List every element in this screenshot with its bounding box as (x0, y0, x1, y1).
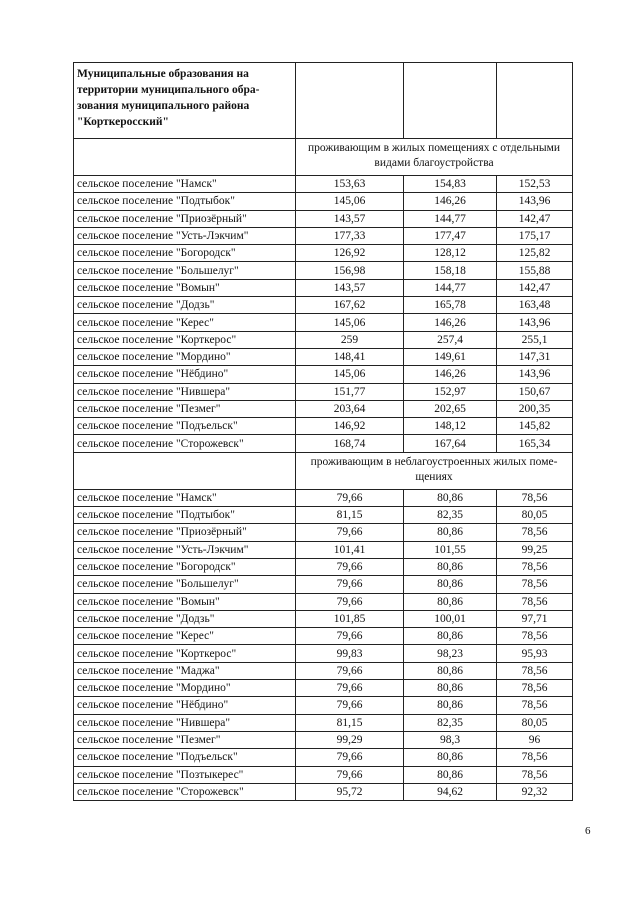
settlement-name-cell: сельское поселение "Корткерос" (74, 645, 296, 662)
section-title: проживающим в неблагоустроенных жилых поме-щениях (296, 452, 573, 489)
table-row (74, 418, 573, 435)
settlement-name-cell: сельское поселение "Керес" (74, 628, 296, 645)
value-cell-2: 80,86 (404, 697, 497, 714)
table-row (74, 210, 573, 227)
settlement-name-cell: сельское поселение "Подъельск" (74, 418, 296, 435)
settlement-name-cell: сельское поселение "Намск" (74, 489, 296, 506)
value-cell-1: 177,33 (296, 227, 404, 244)
value-cell-3: 78,56 (497, 593, 573, 610)
value-cell-1: 79,66 (296, 766, 404, 783)
value-cell-1: 167,62 (296, 297, 404, 314)
header-cell-empty (497, 63, 573, 139)
section-header-empty-cell (74, 139, 296, 176)
value-cell-3: 255,1 (497, 331, 573, 348)
value-cell-1: 168,74 (296, 435, 404, 452)
value-cell-2: 144,77 (404, 279, 497, 296)
value-cell-2: 80,86 (404, 766, 497, 783)
header-cell-empty (296, 63, 404, 139)
settlement-name-cell: сельское поселение "Мордино" (74, 680, 296, 697)
settlement-name-cell: сельское поселение "Пезмег" (74, 400, 296, 417)
settlement-name-cell: сельское поселение "Большелуг" (74, 576, 296, 593)
table-row (74, 645, 573, 662)
value-cell-3: 143,96 (497, 314, 573, 331)
settlement-name-cell: сельское поселение "Большелуг" (74, 262, 296, 279)
table-row (74, 766, 573, 783)
value-cell-1: 81,15 (296, 714, 404, 731)
value-cell-2: 100,01 (404, 610, 497, 627)
header-title: Муниципальные образования на территории муниципального обра-зования муниципального района "Корткеросский" (74, 63, 296, 139)
value-cell-2: 202,65 (404, 400, 497, 417)
value-cell-2: 152,97 (404, 383, 497, 400)
table-row (74, 731, 573, 748)
value-cell-2: 257,4 (404, 331, 497, 348)
value-cell-3: 78,56 (497, 558, 573, 575)
settlement-name-cell: сельское поселение "Богородск" (74, 558, 296, 575)
value-cell-2: 80,86 (404, 680, 497, 697)
table-row (74, 262, 573, 279)
value-cell-1: 101,41 (296, 541, 404, 558)
table-row (74, 400, 573, 417)
value-cell-1: 145,06 (296, 314, 404, 331)
settlement-name-cell: сельское поселение "Нившера" (74, 383, 296, 400)
value-cell-2: 80,86 (404, 749, 497, 766)
value-cell-3: 80,05 (497, 507, 573, 524)
value-cell-1: 79,66 (296, 680, 404, 697)
settlement-name-cell: сельское поселение "Нёбдино" (74, 366, 296, 383)
value-cell-3: 142,47 (497, 279, 573, 296)
value-cell-3: 99,25 (497, 541, 573, 558)
value-cell-1: 79,66 (296, 628, 404, 645)
settlement-name-cell: сельское поселение "Додзь" (74, 297, 296, 314)
settlement-name-cell: сельское поселение "Сторожевск" (74, 435, 296, 452)
table-row (74, 176, 573, 193)
settlement-name-cell: сельское поселение "Сторожевск" (74, 783, 296, 800)
value-cell-3: 150,67 (497, 383, 573, 400)
section-header-empty-cell (74, 452, 296, 489)
value-cell-3: 165,34 (497, 435, 573, 452)
settlement-name-cell: сельское поселение "Додзь" (74, 610, 296, 627)
table-row (74, 662, 573, 679)
value-cell-3: 78,56 (497, 662, 573, 679)
value-cell-3: 163,48 (497, 297, 573, 314)
value-cell-3: 143,96 (497, 193, 573, 210)
table-row (74, 593, 573, 610)
value-cell-1: 79,66 (296, 576, 404, 593)
value-cell-2: 80,86 (404, 489, 497, 506)
value-cell-1: 101,85 (296, 610, 404, 627)
value-cell-3: 78,56 (497, 576, 573, 593)
settlement-name-cell: сельское поселение "Мордино" (74, 348, 296, 365)
settlement-name-cell: сельское поселение "Подъельск" (74, 749, 296, 766)
table-row (74, 783, 573, 800)
value-cell-1: 148,41 (296, 348, 404, 365)
value-cell-2: 165,78 (404, 297, 497, 314)
value-cell-1: 143,57 (296, 210, 404, 227)
value-cell-3: 145,82 (497, 418, 573, 435)
table-row (74, 366, 573, 383)
value-cell-1: 79,66 (296, 593, 404, 610)
table-row (74, 558, 573, 575)
value-cell-3: 143,96 (497, 366, 573, 383)
settlement-name-cell: сельское поселение "Подтыбок" (74, 507, 296, 524)
value-cell-1: 99,29 (296, 731, 404, 748)
value-cell-2: 80,86 (404, 628, 497, 645)
value-cell-3: 125,82 (497, 245, 573, 262)
value-cell-3: 78,56 (497, 489, 573, 506)
table-row (74, 314, 573, 331)
settlement-name-cell: сельское поселение "Маджа" (74, 662, 296, 679)
value-cell-2: 80,86 (404, 593, 497, 610)
value-cell-2: 101,55 (404, 541, 497, 558)
value-cell-3: 95,93 (497, 645, 573, 662)
table-row (74, 507, 573, 524)
settlement-name-cell: сельское поселение "Приозёрный" (74, 210, 296, 227)
value-cell-2: 158,18 (404, 262, 497, 279)
value-cell-2: 154,83 (404, 176, 497, 193)
value-cell-2: 80,86 (404, 662, 497, 679)
value-cell-3: 78,56 (497, 628, 573, 645)
table-row (74, 348, 573, 365)
value-cell-3: 78,56 (497, 680, 573, 697)
tariff-table (73, 62, 573, 801)
value-cell-3: 200,35 (497, 400, 573, 417)
settlement-name-cell: сельское поселение "Усть-Лэкчим" (74, 227, 296, 244)
value-cell-2: 149,61 (404, 348, 497, 365)
value-cell-3: 78,56 (497, 749, 573, 766)
value-cell-3: 78,56 (497, 766, 573, 783)
value-cell-1: 79,66 (296, 697, 404, 714)
table-row (74, 610, 573, 627)
value-cell-2: 146,26 (404, 366, 497, 383)
value-cell-3: 152,53 (497, 176, 573, 193)
value-cell-2: 82,35 (404, 714, 497, 731)
table-row (74, 245, 573, 262)
table-row (74, 279, 573, 296)
settlement-name-cell: сельское поселение "Намск" (74, 176, 296, 193)
table-row (74, 227, 573, 244)
value-cell-2: 167,64 (404, 435, 497, 452)
value-cell-2: 80,86 (404, 524, 497, 541)
table-row (74, 576, 573, 593)
settlement-name-cell: сельское поселение "Вомын" (74, 593, 296, 610)
value-cell-3: 80,05 (497, 714, 573, 731)
settlement-name-cell: сельское поселение "Керес" (74, 314, 296, 331)
table-row (74, 628, 573, 645)
value-cell-1: 145,06 (296, 366, 404, 383)
table-row (74, 524, 573, 541)
value-cell-1: 153,63 (296, 176, 404, 193)
settlement-name-cell: сельское поселение "Усть-Лэкчим" (74, 541, 296, 558)
table-row (74, 383, 573, 400)
value-cell-3: 175,17 (497, 227, 573, 244)
value-cell-1: 79,66 (296, 749, 404, 766)
section-title: проживающим в жилых помещениях с отдельными видами благоустройства (296, 139, 573, 176)
value-cell-2: 80,86 (404, 558, 497, 575)
page-number: 6 (585, 825, 591, 837)
settlement-name-cell: сельское поселение "Богородск" (74, 245, 296, 262)
value-cell-1: 151,77 (296, 383, 404, 400)
value-cell-3: 97,71 (497, 610, 573, 627)
value-cell-2: 128,12 (404, 245, 497, 262)
value-cell-1: 126,92 (296, 245, 404, 262)
value-cell-1: 145,06 (296, 193, 404, 210)
table-row (74, 714, 573, 731)
value-cell-2: 177,47 (404, 227, 497, 244)
value-cell-2: 82,35 (404, 507, 497, 524)
table-row (74, 489, 573, 506)
value-cell-1: 99,83 (296, 645, 404, 662)
value-cell-1: 79,66 (296, 662, 404, 679)
table-row (74, 331, 573, 348)
section-header-row (74, 139, 573, 176)
settlement-name-cell: сельское поселение "Пезмег" (74, 731, 296, 748)
settlement-name-cell: сельское поселение "Позтыкерес" (74, 766, 296, 783)
value-cell-3: 147,31 (497, 348, 573, 365)
value-cell-1: 146,92 (296, 418, 404, 435)
settlement-name-cell: сельское поселение "Приозёрный" (74, 524, 296, 541)
table-row (74, 749, 573, 766)
value-cell-3: 155,88 (497, 262, 573, 279)
value-cell-1: 95,72 (296, 783, 404, 800)
value-cell-2: 80,86 (404, 576, 497, 593)
value-cell-2: 98,3 (404, 731, 497, 748)
tariff-table-body (74, 63, 573, 801)
table-row (74, 680, 573, 697)
value-cell-2: 144,77 (404, 210, 497, 227)
settlement-name-cell: сельское поселение "Подтыбок" (74, 193, 296, 210)
settlement-name-cell: сельское поселение "Нёбдино" (74, 697, 296, 714)
table-row (74, 541, 573, 558)
value-cell-2: 148,12 (404, 418, 497, 435)
settlement-name-cell: сельское поселение "Вомын" (74, 279, 296, 296)
value-cell-2: 146,26 (404, 193, 497, 210)
table-row (74, 297, 573, 314)
header-cell-empty (404, 63, 497, 139)
table-row (74, 435, 573, 452)
value-cell-1: 143,57 (296, 279, 404, 296)
value-cell-2: 98,23 (404, 645, 497, 662)
value-cell-1: 79,66 (296, 524, 404, 541)
value-cell-1: 81,15 (296, 507, 404, 524)
value-cell-3: 142,47 (497, 210, 573, 227)
value-cell-1: 79,66 (296, 558, 404, 575)
value-cell-3: 96 (497, 731, 573, 748)
table-row (74, 697, 573, 714)
value-cell-3: 92,32 (497, 783, 573, 800)
value-cell-1: 203,64 (296, 400, 404, 417)
value-cell-1: 156,98 (296, 262, 404, 279)
value-cell-2: 94,62 (404, 783, 497, 800)
table-header-row (74, 63, 573, 139)
settlement-name-cell: сельское поселение "Корткерос" (74, 331, 296, 348)
value-cell-2: 146,26 (404, 314, 497, 331)
value-cell-1: 259 (296, 331, 404, 348)
value-cell-3: 78,56 (497, 697, 573, 714)
value-cell-1: 79,66 (296, 489, 404, 506)
section-header-row (74, 452, 573, 489)
table-row (74, 193, 573, 210)
value-cell-3: 78,56 (497, 524, 573, 541)
settlement-name-cell: сельское поселение "Нившера" (74, 714, 296, 731)
